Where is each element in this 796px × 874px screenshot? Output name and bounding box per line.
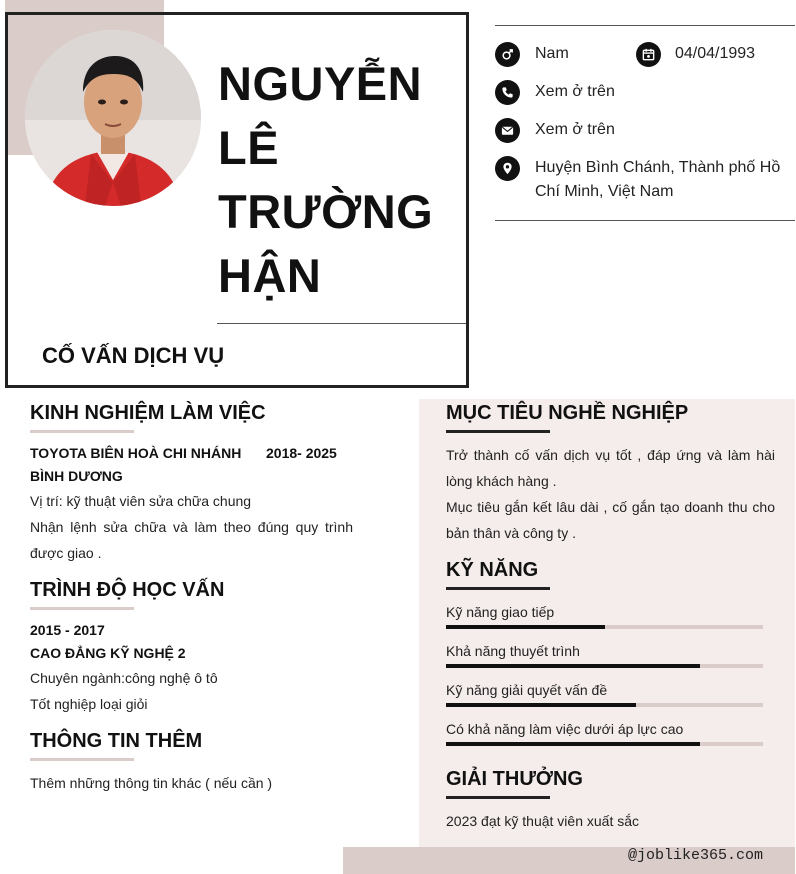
skills-underline (446, 587, 550, 590)
skill-label: Kỹ năng giao tiếp (446, 604, 555, 620)
skill-bar-fill (446, 742, 700, 746)
school-name: CAO ĐẲNG KỸ NGHỆ 2 (30, 645, 186, 661)
skills-title: KỸ NĂNG (446, 559, 539, 581)
gender-value: Nam (535, 45, 569, 62)
education-major: Chuyên ngành:công nghệ ô tô (30, 670, 218, 686)
skill-bar-track (446, 625, 763, 629)
skill-bar-fill (446, 664, 700, 668)
education-title: TRÌNH ĐỘ HỌC VẤN (30, 579, 225, 601)
full-name (218, 52, 458, 308)
birthday-value: 04/04/1993 (675, 45, 756, 62)
gender-icon (495, 42, 520, 67)
name-line: TRƯỜNG (218, 185, 434, 238)
name-line: HẬN (218, 249, 322, 302)
contact-divider-bottom (495, 220, 795, 221)
objective-title: MỤC TIÊU NGHỀ NGHIỆP (446, 402, 689, 424)
skill-bar-track (446, 742, 763, 746)
calendar-icon (636, 42, 661, 67)
skill-label: Kỹ năng giải quyết vấn đề (446, 682, 608, 698)
experience-description: Nhận lệnh sửa chữa và làm theo đúng quy trình được giao . (30, 519, 353, 561)
name-line: LÊ (218, 121, 280, 174)
phone-value: Xem ở trên (535, 83, 615, 100)
company-name-line1: TOYOTA BIÊN HOÀ CHI NHÁNH (30, 445, 242, 461)
experience-period: 2018- 2025 (266, 445, 337, 461)
awards-underline (446, 796, 550, 799)
location-pin-icon (495, 156, 520, 181)
footer-watermark: @joblike365.com (628, 847, 764, 864)
skill-label: Có khả năng làm việc dưới áp lực cao (446, 721, 684, 737)
award-item: 2023 đạt kỹ thuật viên xuất sắc (446, 813, 640, 829)
skill-bar-fill (446, 625, 605, 629)
objective-underline (446, 430, 550, 433)
contact-divider-top (495, 25, 795, 26)
extra-info-title: THÔNG TIN THÊM (30, 730, 203, 752)
education-underline (30, 607, 134, 610)
skill-bar-track (446, 664, 763, 668)
education-period: 2015 - 2017 (30, 622, 105, 638)
email-icon (495, 118, 520, 143)
skill-bar-fill (446, 703, 636, 707)
name-divider (217, 323, 466, 324)
experience-title: KINH NGHIỆM LÀM VIỆC (30, 402, 266, 424)
job-title: CỐ VẤN DỊCH VỤ (42, 343, 225, 368)
portrait-photo (25, 30, 201, 206)
objective-paragraph-1: Trở thành cố vấn dịch vụ tốt , đáp ứng và làm hài lòng khách hàng . (446, 447, 775, 489)
extra-info-text: Thêm những thông tin khác ( nếu cần ) (30, 775, 273, 791)
experience-position: Vị trí: kỹ thuật viên sửa chữa chung (30, 493, 252, 509)
address-value: Huyện Bình Chánh, Thành phố Hồ Chí Minh, Việt Nam (535, 159, 781, 200)
phone-icon (495, 80, 520, 105)
skill-bar-track (446, 703, 763, 707)
objective-paragraph-2: Mục tiêu gắn kết lâu dài , cố gắn tạo doanh thu cho bản thân và công ty . (446, 499, 775, 541)
company-name-line2: BÌNH DƯƠNG (30, 468, 123, 484)
avatar (25, 30, 201, 206)
experience-underline (30, 430, 134, 433)
email-value: Xem ở trên (535, 121, 615, 138)
name-line: NGUYỄN (218, 57, 423, 110)
awards-title: GIẢI THƯỞNG (446, 768, 583, 790)
skill-label: Khả năng thuyết trình (446, 643, 580, 659)
education-grade: Tốt nghiệp loại giỏi (30, 696, 148, 712)
extra-info-underline (30, 758, 134, 761)
